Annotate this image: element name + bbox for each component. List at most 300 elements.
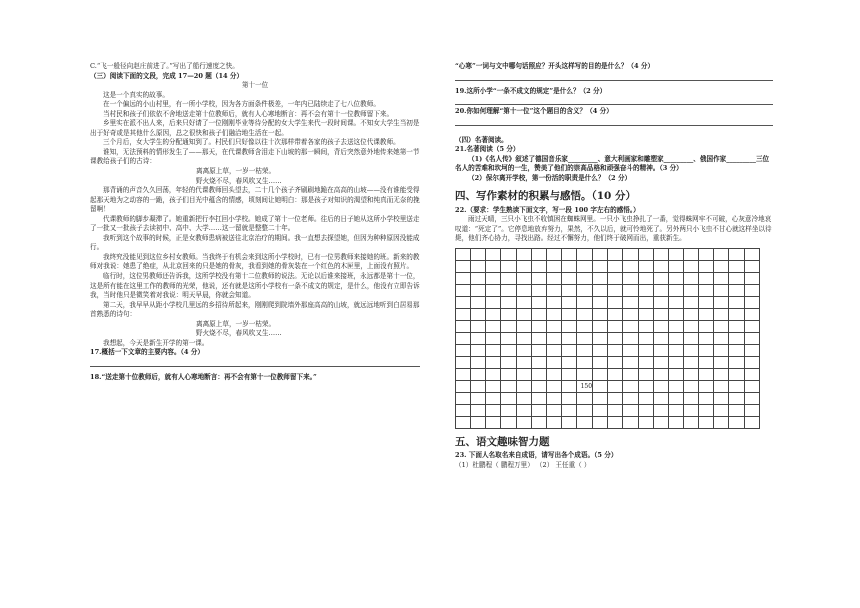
grid-cell[interactable] [456, 260, 471, 272]
grid-cell[interactable] [744, 272, 759, 284]
grid-cell[interactable] [623, 296, 638, 308]
grid-cell[interactable] [593, 332, 608, 344]
grid-cell[interactable] [638, 344, 653, 356]
grid-cell[interactable] [562, 320, 577, 332]
grid-cell[interactable] [744, 368, 759, 380]
grid-cell[interactable] [729, 404, 744, 416]
grid-cell[interactable] [593, 320, 608, 332]
grid-cell[interactable] [546, 272, 561, 284]
grid-cell[interactable] [729, 368, 744, 380]
grid-cell[interactable] [531, 308, 546, 320]
grid-cell[interactable] [699, 296, 714, 308]
grid-cell[interactable] [546, 344, 561, 356]
grid-cell[interactable] [668, 332, 683, 344]
grid-cell[interactable] [653, 392, 668, 404]
grid-cell[interactable] [516, 380, 531, 392]
grid-cell[interactable] [699, 284, 714, 296]
grid-cell[interactable] [546, 380, 561, 392]
grid-cell[interactable] [486, 368, 501, 380]
grid-cell[interactable] [562, 392, 577, 404]
grid-cell[interactable] [516, 344, 531, 356]
grid-cell[interactable] [729, 332, 744, 344]
grid-cell[interactable] [608, 272, 623, 284]
grid-cell[interactable] [486, 332, 501, 344]
grid-cell[interactable] [531, 332, 546, 344]
grid-cell[interactable] [668, 356, 683, 368]
grid-cell[interactable] [471, 392, 486, 404]
grid-cell[interactable] [638, 404, 653, 416]
grid-cell[interactable] [608, 284, 623, 296]
grid-cell[interactable] [668, 392, 683, 404]
grid-cell[interactable] [744, 308, 759, 320]
grid-cell[interactable] [638, 416, 653, 428]
grid-cell[interactable] [608, 248, 623, 260]
grid-cell[interactable] [456, 296, 471, 308]
grid-cell[interactable] [623, 368, 638, 380]
grid-cell[interactable] [501, 308, 516, 320]
grid-cell[interactable] [531, 416, 546, 428]
grid-cell[interactable] [577, 272, 593, 284]
grid-cell[interactable] [683, 356, 698, 368]
grid-cell[interactable] [668, 344, 683, 356]
grid-cell[interactable] [729, 308, 744, 320]
grid-cell[interactable] [683, 272, 698, 284]
grid-cell[interactable] [486, 320, 501, 332]
grid-cell[interactable] [683, 284, 698, 296]
grid-cell[interactable] [729, 392, 744, 404]
grid-cell[interactable] [653, 272, 668, 284]
grid-cell[interactable] [608, 320, 623, 332]
grid-cell[interactable] [744, 356, 759, 368]
grid-cell[interactable] [546, 320, 561, 332]
grid-cell[interactable] [471, 404, 486, 416]
grid-cell[interactable] [562, 248, 577, 260]
grid-cell[interactable] [531, 380, 546, 392]
grid-cell[interactable] [471, 296, 486, 308]
grid-cell[interactable] [623, 320, 638, 332]
answer-line[interactable] [455, 96, 773, 105]
grid-cell[interactable] [456, 272, 471, 284]
grid-cell[interactable] [714, 416, 729, 428]
grid-cell[interactable] [714, 308, 729, 320]
grid-cell[interactable] [577, 284, 593, 296]
grid-cell[interactable] [501, 296, 516, 308]
grid-cell[interactable] [531, 404, 546, 416]
grid-cell[interactable] [638, 296, 653, 308]
grid-cell[interactable] [486, 272, 501, 284]
grid-cell[interactable] [516, 296, 531, 308]
grid-cell[interactable] [699, 380, 714, 392]
grid-cell[interactable] [471, 260, 486, 272]
grid-cell[interactable] [668, 368, 683, 380]
grid-cell[interactable] [501, 392, 516, 404]
grid-cell[interactable] [683, 368, 698, 380]
grid-cell[interactable] [546, 308, 561, 320]
grid-cell[interactable] [668, 416, 683, 428]
grid-cell[interactable] [593, 272, 608, 284]
grid-cell[interactable] [744, 296, 759, 308]
grid-cell[interactable] [562, 368, 577, 380]
grid-cell[interactable] [562, 416, 577, 428]
grid-cell[interactable] [546, 260, 561, 272]
grid-cell[interactable] [486, 392, 501, 404]
grid-cell[interactable] [577, 260, 593, 272]
grid-cell[interactable] [577, 356, 593, 368]
grid-cell[interactable] [546, 416, 561, 428]
grid-cell[interactable] [668, 272, 683, 284]
grid-cell[interactable] [623, 392, 638, 404]
grid-cell[interactable] [714, 248, 729, 260]
grid-word-count-mark[interactable]: 150 [577, 380, 593, 392]
grid-cell[interactable] [668, 248, 683, 260]
grid-cell[interactable] [638, 320, 653, 332]
grid-cell[interactable] [608, 368, 623, 380]
grid-cell[interactable] [593, 368, 608, 380]
grid-cell[interactable] [714, 320, 729, 332]
grid-cell[interactable] [593, 308, 608, 320]
grid-cell[interactable] [456, 344, 471, 356]
answer-line[interactable] [455, 117, 773, 126]
grid-cell[interactable] [729, 284, 744, 296]
grid-cell[interactable] [623, 272, 638, 284]
grid-cell[interactable] [729, 344, 744, 356]
grid-cell[interactable] [623, 284, 638, 296]
grid-cell[interactable] [608, 296, 623, 308]
grid-cell[interactable] [699, 332, 714, 344]
grid-cell[interactable] [683, 344, 698, 356]
grid-cell[interactable] [456, 284, 471, 296]
grid-cell[interactable] [516, 248, 531, 260]
grid-cell[interactable] [562, 332, 577, 344]
grid-cell[interactable] [516, 272, 531, 284]
grid-cell[interactable] [471, 380, 486, 392]
grid-cell[interactable] [699, 368, 714, 380]
grid-cell[interactable] [471, 320, 486, 332]
grid-cell[interactable] [653, 332, 668, 344]
grid-cell[interactable] [668, 284, 683, 296]
grid-cell[interactable] [608, 356, 623, 368]
grid-cell[interactable] [653, 416, 668, 428]
grid-cell[interactable] [531, 248, 546, 260]
grid-cell[interactable] [486, 296, 501, 308]
grid-cell[interactable] [729, 356, 744, 368]
grid-cell[interactable] [744, 416, 759, 428]
grid-cell[interactable] [577, 344, 593, 356]
grid-cell[interactable] [562, 356, 577, 368]
grid-cell[interactable] [668, 296, 683, 308]
grid-cell[interactable] [668, 308, 683, 320]
grid-cell[interactable] [593, 344, 608, 356]
grid-cell[interactable] [608, 404, 623, 416]
grid-cell[interactable] [531, 392, 546, 404]
grid-cell[interactable] [546, 332, 561, 344]
grid-cell[interactable] [562, 296, 577, 308]
grid-cell[interactable] [501, 284, 516, 296]
grid-cell[interactable] [683, 332, 698, 344]
grid-cell[interactable] [729, 320, 744, 332]
grid-cell[interactable] [714, 296, 729, 308]
grid-cell[interactable] [562, 260, 577, 272]
answer-line[interactable] [90, 358, 420, 367]
grid-cell[interactable] [683, 296, 698, 308]
grid-cell[interactable] [546, 392, 561, 404]
grid-cell[interactable] [577, 404, 593, 416]
grid-cell[interactable] [486, 356, 501, 368]
grid-cell[interactable] [486, 284, 501, 296]
grid-cell[interactable] [699, 260, 714, 272]
grid-cell[interactable] [516, 308, 531, 320]
grid-cell[interactable] [638, 308, 653, 320]
grid-cell[interactable] [714, 380, 729, 392]
grid-cell[interactable] [668, 404, 683, 416]
grid-cell[interactable] [638, 248, 653, 260]
grid-cell[interactable] [593, 260, 608, 272]
grid-cell[interactable] [699, 308, 714, 320]
grid-cell[interactable] [501, 260, 516, 272]
grid-cell[interactable] [623, 380, 638, 392]
grid-cell[interactable] [546, 284, 561, 296]
grid-cell[interactable] [562, 404, 577, 416]
grid-cell[interactable] [653, 296, 668, 308]
grid-cell[interactable] [623, 308, 638, 320]
grid-cell[interactable] [471, 284, 486, 296]
grid-cell[interactable] [456, 416, 471, 428]
grid-cell[interactable] [531, 284, 546, 296]
grid-cell[interactable] [608, 308, 623, 320]
grid-cell[interactable] [699, 404, 714, 416]
grid-cell[interactable] [608, 380, 623, 392]
grid-cell[interactable] [699, 344, 714, 356]
grid-cell[interactable] [456, 392, 471, 404]
grid-cell[interactable] [653, 344, 668, 356]
grid-cell[interactable] [653, 284, 668, 296]
grid-cell[interactable] [562, 272, 577, 284]
grid-cell[interactable] [653, 320, 668, 332]
grid-cell[interactable] [699, 416, 714, 428]
grid-cell[interactable] [501, 272, 516, 284]
grid-cell[interactable] [623, 356, 638, 368]
grid-cell[interactable] [501, 404, 516, 416]
grid-cell[interactable] [501, 368, 516, 380]
grid-cell[interactable] [516, 416, 531, 428]
grid-cell[interactable] [546, 248, 561, 260]
grid-cell[interactable] [486, 260, 501, 272]
grid-cell[interactable] [562, 380, 577, 392]
grid-cell[interactable] [744, 320, 759, 332]
grid-cell[interactable] [638, 332, 653, 344]
grid-cell[interactable] [471, 272, 486, 284]
grid-cell[interactable] [729, 296, 744, 308]
writing-grid[interactable] [455, 248, 760, 429]
grid-cell[interactable] [593, 380, 608, 392]
grid-cell[interactable] [683, 320, 698, 332]
grid-cell[interactable] [744, 260, 759, 272]
grid-cell[interactable] [714, 392, 729, 404]
grid-cell[interactable] [456, 320, 471, 332]
grid-cell[interactable] [623, 344, 638, 356]
grid-cell[interactable] [623, 404, 638, 416]
grid-cell[interactable] [623, 248, 638, 260]
grid-cell[interactable] [744, 332, 759, 344]
grid-cell[interactable] [729, 248, 744, 260]
grid-cell[interactable] [471, 344, 486, 356]
grid-cell[interactable] [608, 392, 623, 404]
grid-cell[interactable] [471, 356, 486, 368]
grid-cell[interactable] [456, 308, 471, 320]
grid-cell[interactable] [699, 272, 714, 284]
grid-cell[interactable] [653, 404, 668, 416]
grid-cell[interactable] [729, 416, 744, 428]
grid-cell[interactable] [668, 320, 683, 332]
grid-cell[interactable] [516, 332, 531, 344]
grid-cell[interactable] [531, 272, 546, 284]
grid-cell[interactable] [546, 296, 561, 308]
grid-cell[interactable] [516, 284, 531, 296]
grid-cell[interactable] [516, 368, 531, 380]
grid-cell[interactable] [653, 368, 668, 380]
grid-cell[interactable] [638, 260, 653, 272]
answer-line[interactable] [455, 72, 773, 81]
grid-cell[interactable] [714, 272, 729, 284]
grid-cell[interactable] [531, 368, 546, 380]
grid-cell[interactable] [714, 260, 729, 272]
grid-cell[interactable] [714, 344, 729, 356]
grid-cell[interactable] [699, 248, 714, 260]
grid-cell[interactable] [623, 332, 638, 344]
grid-cell[interactable] [546, 368, 561, 380]
grid-cell[interactable] [471, 416, 486, 428]
grid-cell[interactable] [744, 344, 759, 356]
grid-cell[interactable] [456, 380, 471, 392]
grid-cell[interactable] [516, 320, 531, 332]
grid-cell[interactable] [683, 260, 698, 272]
grid-cell[interactable] [638, 284, 653, 296]
grid-cell[interactable] [744, 284, 759, 296]
grid-cell[interactable] [593, 284, 608, 296]
grid-cell[interactable] [744, 248, 759, 260]
grid-cell[interactable] [577, 296, 593, 308]
grid-cell[interactable] [593, 392, 608, 404]
grid-cell[interactable] [577, 320, 593, 332]
grid-cell[interactable] [653, 260, 668, 272]
grid-cell[interactable] [653, 248, 668, 260]
grid-cell[interactable] [531, 344, 546, 356]
grid-cell[interactable] [729, 380, 744, 392]
grid-cell[interactable] [516, 356, 531, 368]
grid-cell[interactable] [653, 308, 668, 320]
grid-cell[interactable] [714, 368, 729, 380]
grid-cell[interactable] [562, 284, 577, 296]
grid-cell[interactable] [501, 332, 516, 344]
grid-cell[interactable] [531, 296, 546, 308]
grid-cell[interactable] [638, 380, 653, 392]
grid-cell[interactable] [638, 392, 653, 404]
grid-cell[interactable] [683, 248, 698, 260]
grid-cell[interactable] [714, 356, 729, 368]
grid-cell[interactable] [516, 260, 531, 272]
grid-cell[interactable] [456, 332, 471, 344]
grid-cell[interactable] [456, 368, 471, 380]
grid-cell[interactable] [531, 356, 546, 368]
grid-cell[interactable] [501, 380, 516, 392]
grid-cell[interactable] [653, 380, 668, 392]
grid-cell[interactable] [486, 404, 501, 416]
grid-cell[interactable] [486, 380, 501, 392]
grid-cell[interactable] [608, 416, 623, 428]
grid-cell[interactable] [501, 344, 516, 356]
grid-cell[interactable] [714, 284, 729, 296]
grid-cell[interactable] [501, 416, 516, 428]
grid-cell[interactable] [456, 356, 471, 368]
grid-cell[interactable] [593, 416, 608, 428]
grid-cell[interactable] [577, 248, 593, 260]
grid-cell[interactable] [593, 404, 608, 416]
grid-cell[interactable] [638, 368, 653, 380]
grid-cell[interactable] [593, 248, 608, 260]
grid-cell[interactable] [714, 332, 729, 344]
grid-cell[interactable] [683, 404, 698, 416]
grid-cell[interactable] [501, 356, 516, 368]
grid-cell[interactable] [608, 344, 623, 356]
grid-cell[interactable] [546, 356, 561, 368]
grid-cell[interactable] [546, 404, 561, 416]
grid-cell[interactable] [577, 368, 593, 380]
grid-cell[interactable] [744, 380, 759, 392]
grid-cell[interactable] [562, 308, 577, 320]
grid-cell[interactable] [638, 272, 653, 284]
grid-cell[interactable] [456, 404, 471, 416]
grid-cell[interactable] [471, 332, 486, 344]
grid-cell[interactable] [699, 392, 714, 404]
grid-cell[interactable] [638, 356, 653, 368]
grid-cell[interactable] [593, 296, 608, 308]
grid-cell[interactable] [516, 404, 531, 416]
grid-cell[interactable] [531, 260, 546, 272]
grid-cell[interactable] [744, 392, 759, 404]
grid-cell[interactable] [683, 380, 698, 392]
grid-cell[interactable] [531, 320, 546, 332]
grid-cell[interactable] [501, 320, 516, 332]
grid-cell[interactable] [668, 260, 683, 272]
grid-cell[interactable] [699, 320, 714, 332]
grid-cell[interactable] [593, 356, 608, 368]
grid-cell[interactable] [456, 248, 471, 260]
grid-cell[interactable] [562, 344, 577, 356]
grid-cell[interactable] [683, 416, 698, 428]
grid-cell[interactable] [653, 356, 668, 368]
grid-cell[interactable] [577, 416, 593, 428]
grid-cell[interactable] [486, 248, 501, 260]
grid-cell[interactable] [623, 260, 638, 272]
grid-cell[interactable] [623, 416, 638, 428]
grid-cell[interactable] [486, 308, 501, 320]
grid-cell[interactable] [608, 332, 623, 344]
grid-cell[interactable] [471, 368, 486, 380]
grid-cell[interactable] [577, 392, 593, 404]
grid-cell[interactable] [714, 404, 729, 416]
grid-cell[interactable] [471, 308, 486, 320]
grid-cell[interactable] [683, 308, 698, 320]
grid-cell[interactable] [729, 272, 744, 284]
grid-cell[interactable] [486, 416, 501, 428]
grid-cell[interactable] [501, 248, 516, 260]
grid-cell[interactable] [577, 308, 593, 320]
grid-cell[interactable] [471, 248, 486, 260]
grid-cell[interactable] [577, 332, 593, 344]
grid-cell[interactable] [699, 356, 714, 368]
grid-cell[interactable] [608, 260, 623, 272]
grid-cell[interactable] [683, 392, 698, 404]
